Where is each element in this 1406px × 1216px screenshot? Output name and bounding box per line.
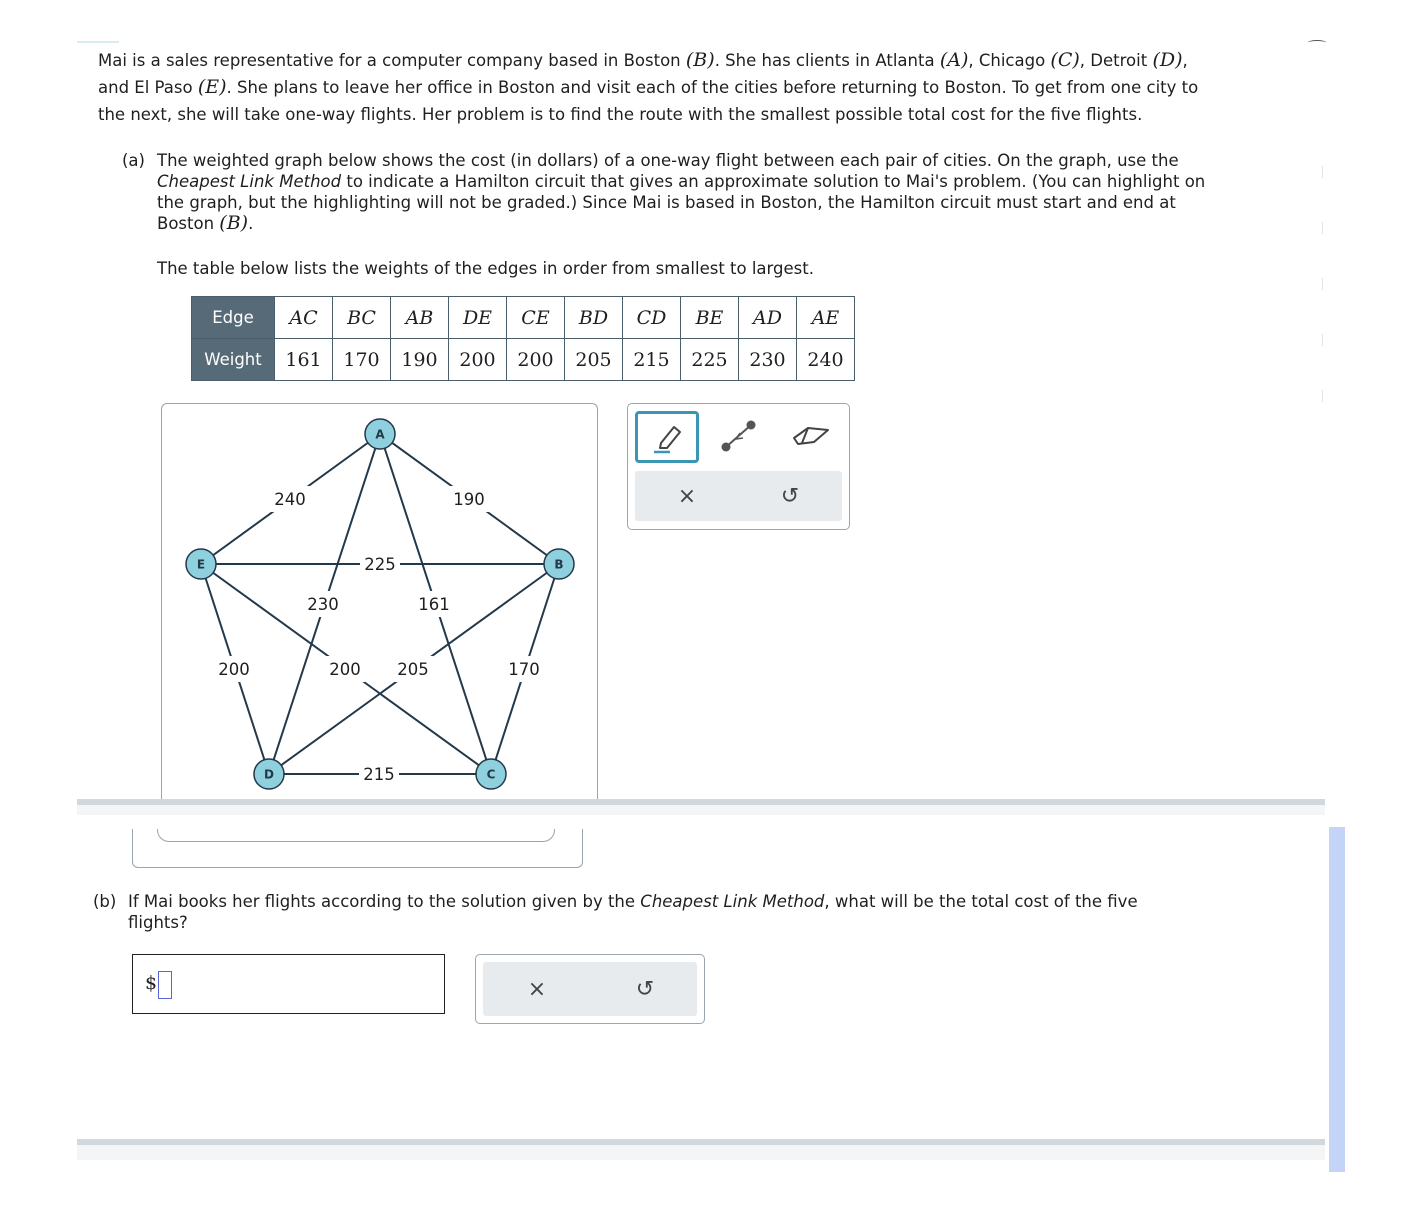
method-name: Cheapest Link Method <box>640 892 825 911</box>
table-note: The table below lists the weights of the edges in order from smallest to largest. <box>157 259 814 278</box>
node-label-c: C <box>486 767 496 782</box>
intro-text: the next, she will take one-way flights. Her problem is to find the route with the smallest possible total cost for the five flights. <box>98 105 1143 124</box>
weight-cell: 225 <box>681 339 739 381</box>
close-icon: × <box>677 483 697 509</box>
edge-cell: CD <box>623 297 681 339</box>
clear-answer-button[interactable] <box>512 964 562 1014</box>
part-b-line1 <box>128 891 1243 912</box>
edge-cell: AB <box>391 297 449 339</box>
highlighter-tool[interactable] <box>635 411 699 463</box>
part-a-text: the graph, but the highlighting will not be graded.) Since Mai is based in Boston, the Hamilton circuit must start and end at <box>157 193 1176 212</box>
weight-cell: 200 <box>449 339 507 381</box>
total-cost-answer-field[interactable] <box>132 954 445 1014</box>
part-b-text: If Mai books her flights according to the solution given by the <box>128 892 641 911</box>
graph-panel-bottom <box>132 829 583 868</box>
section-divider-shade <box>77 1145 1325 1160</box>
part-b-body <box>128 891 1243 933</box>
part-a-text: The weighted graph below shows the cost (in dollars) of a one-way flight between each pair of cities. On the graph, use the <box>157 151 1179 170</box>
weight-label-dc: 215 <box>363 765 395 784</box>
weight-cell: 161 <box>275 339 333 381</box>
currency-symbol: $ <box>145 972 158 994</box>
answer-input-cursor[interactable] <box>158 971 172 999</box>
intro-text: . She plans to leave her office in Boston and visit each of the cities before returning to Boston. To get from one city to <box>226 78 1199 97</box>
method-name: Cheapest Link Method <box>157 172 342 191</box>
answer-action-bar <box>483 962 697 1016</box>
weight-cell: 170 <box>333 339 391 381</box>
node-label-d: D <box>264 767 274 782</box>
edge-cell: AE <box>797 297 855 339</box>
math-var: (B) <box>219 212 249 234</box>
weight-header: Weight <box>192 339 275 381</box>
edge-cell: BD <box>565 297 623 339</box>
graph-panel-inner-edge <box>157 829 555 842</box>
math-var: (D) <box>1152 49 1183 71</box>
weight-cell: 190 <box>391 339 449 381</box>
weight-cell: 200 <box>507 339 565 381</box>
part-b-label: (b) <box>93 892 117 911</box>
eraser-icon <box>788 418 834 454</box>
close-icon: × <box>527 976 547 1002</box>
part-b-text: , what will be the total cost of the five <box>824 892 1138 911</box>
weight-cell: 240 <box>797 339 855 381</box>
weight-label-ec: 230 <box>307 595 339 614</box>
part-a-text: Boston <box>157 214 220 233</box>
weight-label-ae: 240 <box>274 490 306 509</box>
weight-label-eb: 225 <box>364 555 396 574</box>
scrollbar-thumb[interactable] <box>1329 827 1345 1172</box>
node-label-e: E <box>196 557 206 572</box>
weight-cell: 205 <box>565 339 623 381</box>
eraser-tool[interactable] <box>780 411 842 461</box>
undo-icon: ↺ <box>780 483 800 509</box>
math-var: (C) <box>1050 49 1080 71</box>
line-segment-icon <box>716 416 762 456</box>
weight-label-ed: 200 <box>218 660 250 679</box>
undo-answer-button[interactable] <box>620 964 670 1014</box>
intro-text: , <box>1182 51 1188 70</box>
graph-toolbox <box>627 403 850 530</box>
weight-label-bc: 170 <box>508 660 540 679</box>
part-b-question <box>93 891 1243 933</box>
math-var: (A) <box>939 49 969 71</box>
part-a-text: to indicate a Hamilton circuit that gives an approximate solution to Mai's problem. (You can highlight on <box>341 172 1206 191</box>
node-label-a: A <box>375 427 385 442</box>
node-label-b: B <box>554 557 564 572</box>
intro-text: . She has clients in Atlanta <box>714 51 940 70</box>
intro-text: , Chicago <box>968 51 1051 70</box>
edge-cell: BE <box>681 297 739 339</box>
part-a-text: . <box>248 214 254 233</box>
highlighter-icon <box>644 419 690 455</box>
graph-action-bar <box>635 471 842 521</box>
edge-cell: AC <box>275 297 333 339</box>
math-var: (B) <box>685 49 715 71</box>
undo-graph-button[interactable] <box>765 471 815 521</box>
edge-cell: CE <box>507 297 565 339</box>
intro-text: Mai is a sales representative for a computer company based in Boston <box>98 51 686 70</box>
weight-label-bd: 205 <box>397 660 429 679</box>
section-divider-shade <box>77 805 1325 815</box>
answer-toolbox <box>475 954 705 1024</box>
edge-cell: AD <box>739 297 797 339</box>
weight-label-ad: 200 <box>329 660 361 679</box>
weight-label-ab: 190 <box>453 490 485 509</box>
line-tool[interactable] <box>708 411 770 461</box>
part-b-text: flights? <box>128 913 188 932</box>
edge-cell: BC <box>333 297 391 339</box>
weight-cell: 215 <box>623 339 681 381</box>
weight-cell: 230 <box>739 339 797 381</box>
edge-cell: DE <box>449 297 507 339</box>
weight-label-ac: 161 <box>418 595 450 614</box>
clear-graph-button[interactable] <box>662 471 712 521</box>
edge-header: Edge <box>192 297 275 339</box>
part-a-label: (a) <box>122 151 145 170</box>
undo-icon: ↺ <box>635 976 655 1002</box>
intro-text: and El Paso <box>98 78 198 97</box>
intro-text: , Detroit <box>1079 51 1153 70</box>
math-var: (E) <box>197 76 227 98</box>
